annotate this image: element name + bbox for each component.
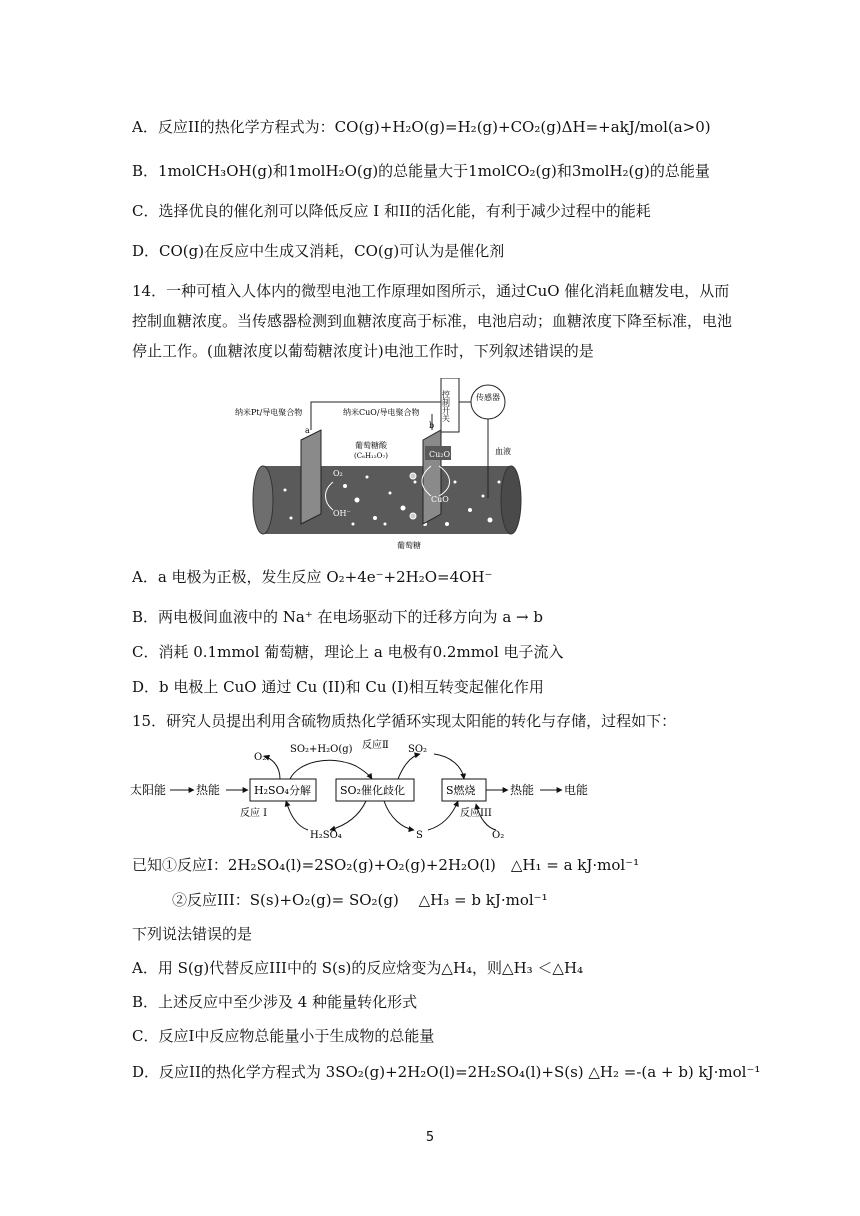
blood-label: 血液 xyxy=(495,447,511,456)
reaction-1-label: 反应 I xyxy=(240,808,268,819)
electrode-b-label: 纳米CuO/导电聚合物 xyxy=(343,408,420,417)
q14-option-c: C．消耗 0.1mmol 葡萄糖，理论上 a 电极有0.2mmol 电子流入 xyxy=(132,643,564,661)
electrode-b-letter: b xyxy=(429,421,435,430)
control-switch-label: 控制开关 xyxy=(441,390,451,422)
gluconic-acid-label: 葡萄糖酸 xyxy=(355,441,387,450)
box1-label: H₂SO₄分解 xyxy=(254,784,311,797)
box2-label: SO₂催化歧化 xyxy=(340,784,405,797)
electric-energy-label: 电能 xyxy=(564,783,589,797)
q14-stem: 14．一种可植入人体内的微型电池工作原理如图所示，通过CuO 催化消耗血糖发电，从而控制血糖浓度。当传感器检测到血糖浓度高于标准，电池启动；血糖浓度下降至标准，电池停止工作。(血糖浓度以葡萄糖浓度计)电池工作时，下列叙述错误的是 xyxy=(132,282,733,360)
sensor xyxy=(471,385,505,419)
q15-prompt: 下列说法错误的是 xyxy=(132,925,253,943)
q15-option-c: C．反应I中反应物总能量小于生成物的总能量 xyxy=(132,1027,435,1045)
q14-option-a: A．a 电极为正极，发生反应 O₂+4e⁻+2H₂O=4OH⁻ xyxy=(132,568,493,586)
o2-label: O₂ xyxy=(333,469,343,478)
so2-h2o-label: SO₂+H₂O(g) xyxy=(290,744,353,755)
heat-energy-label-1: 热能 xyxy=(196,783,221,797)
o2-top-label: O₂ xyxy=(254,752,267,763)
o2-bottom-label: O₂ xyxy=(492,830,505,841)
s-bottom-label: S xyxy=(416,830,423,841)
blood-vessel xyxy=(263,466,511,534)
cu2o-label: Cu₂O xyxy=(429,450,451,459)
q14-option-b: B．两电极间血液中的 Na⁺ 在电场驱动下的迁移方向为 a → b xyxy=(132,608,543,626)
cuo-label: CuO xyxy=(431,495,449,504)
sulfur-cycle-figure xyxy=(130,734,600,844)
q13-option-d: D．CO(g)在反应中生成又消耗，CO(g)可认为是催化剂 xyxy=(132,242,505,260)
electrode-a-label: 纳米Pt/导电聚合物 xyxy=(235,408,303,417)
box3-label: S燃烧 xyxy=(446,784,476,797)
q15-option-b: B．上述反应中至少涉及 4 种能量转化形式 xyxy=(132,993,418,1011)
glucose-label: 葡萄糖 xyxy=(397,541,421,550)
q14-option-d: D．b 电极上 CuO 通过 Cu (II)和 Cu (I)相互转变起催化作用 xyxy=(132,678,544,696)
q15-stem: 15．研究人员提出利用含硫物质热化学循环实现太阳能的转化与存储，过程如下： xyxy=(132,712,677,730)
electrode-a xyxy=(301,430,321,524)
q15-option-d: D．反应II的热化学方程式为 3SO₂(g)+2H₂O(l)=2H₂SO₄(l)+S(s) △H₂ =-(a + b) kJ·mol⁻¹ xyxy=(132,1063,761,1081)
q15-option-a: A．用 S(g)代替反应III中的 S(s)的反应焓变为△H₄，则△H₃ ＜△H₄ xyxy=(132,959,584,977)
reaction-2-label: 反应Ⅱ xyxy=(362,740,389,751)
reaction-3-label: 反应III xyxy=(460,808,492,819)
solar-energy-label: 太阳能 xyxy=(130,783,167,797)
oh-label: OH⁻ xyxy=(333,509,351,518)
q15-known-2: ②反应III：S(s)+O₂(g)= SO₂(g) △H₃ = b kJ·mol⁻¹ xyxy=(172,891,548,909)
q15-known-1: 已知①反应I：2H₂SO₄(l)=2SO₂(g)+O₂(g)+2H₂O(l) △H₁ = a kJ·mol⁻¹ xyxy=(132,856,640,874)
heat-energy-label-2: 热能 xyxy=(510,783,535,797)
electrode-a-letter: a xyxy=(305,426,310,435)
gluconic-formula: (C₆H₁₂O₇) xyxy=(354,452,388,460)
q13-option-c: C．选择优良的催化剂可以降低反应 I 和II的活化能，有利于减少过程中的能耗 xyxy=(132,202,651,220)
h2so4-bottom-label: H₂SO₄ xyxy=(310,830,342,841)
q13-option-b: B．1molCH₃OH(g)和1molH₂O(g)的总能量大于1molCO₂(g)和3molH₂(g)的总能量 xyxy=(132,162,710,180)
electrode-b xyxy=(423,430,441,524)
q13-option-a: A．反应II的热化学方程式为：CO(g)+H₂O(g)=H₂(g)+CO₂(g)ΔH=+akJ/mol(a>0) xyxy=(132,118,711,136)
battery-figure xyxy=(225,378,535,553)
so2-top-label: SO₂ xyxy=(408,744,428,755)
page-number: 5 xyxy=(425,1130,435,1145)
sensor-label: 传感器 xyxy=(476,393,500,402)
